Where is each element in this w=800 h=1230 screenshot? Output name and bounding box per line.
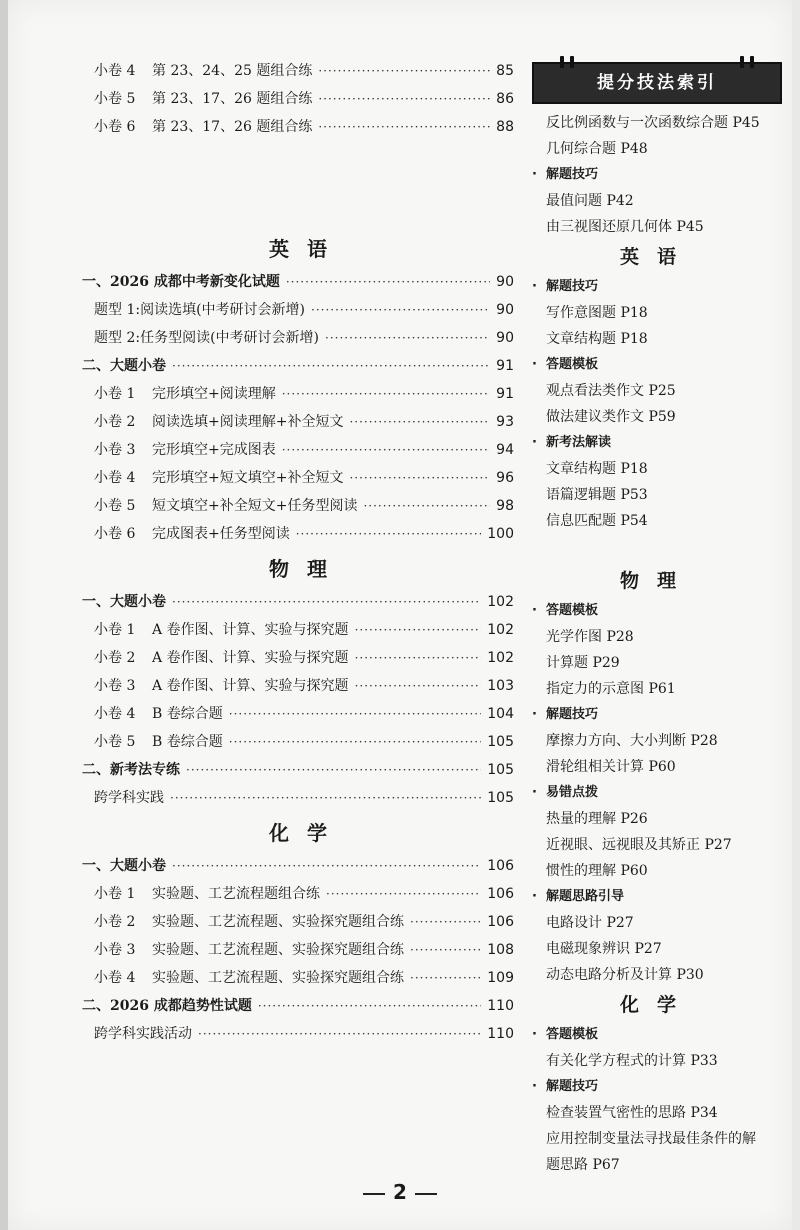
page-footer [8, 1180, 792, 1204]
index-item[interactable]: 由三视图还原几何体 P45 [546, 219, 704, 235]
index-category: · 答题模板 [532, 357, 599, 372]
toc-row[interactable]: 小卷 5 短文填空+补全短文+任务型阅读 ····· 98 [82, 492, 514, 520]
banner-pin [560, 56, 564, 68]
toc-row[interactable]: 题型 2:任务型阅读(中考研讨会新增) ····· 90 [82, 324, 514, 352]
bullet-dot: · [532, 167, 537, 182]
banner-pin [750, 56, 754, 68]
index-category: · 解题技巧 [532, 1079, 599, 1094]
index-item[interactable]: 近视眼、远视眼及其矫正 P27 [546, 837, 732, 853]
subject-heading-chemistry: 化学 [269, 821, 345, 845]
toc-row[interactable]: 小卷 1 完形填空+阅读理解 ····· 91 [82, 380, 514, 408]
index-item[interactable]: 动态电路分析及计算 P30 [546, 967, 704, 983]
technique-index-sidebar [532, 62, 782, 1178]
index-category: · 易错点拨 [532, 785, 599, 800]
index-item[interactable]: 做法建议类作文 P59 [546, 409, 676, 425]
toc-main-column [82, 57, 514, 1048]
page-number: 88 [496, 119, 514, 135]
toc-row[interactable]: 小卷 3 A 卷作图、计算、实验与探究题 ····· 103 [82, 672, 514, 700]
index-item[interactable]: 摩擦力方向、大小判断 P28 [546, 733, 718, 749]
index-item[interactable]: 电路设计 P27 [546, 915, 634, 931]
toc-row[interactable]: 跨学科实践活动 ····· 110 [82, 1020, 514, 1048]
index-item[interactable]: 光学作图 P28 [546, 629, 634, 645]
index-item[interactable]: 语篇逻辑题 P53 [546, 487, 648, 503]
index-category: · 解题技巧 [532, 162, 782, 188]
index-category: · 解题思路引导 [532, 889, 625, 904]
toc-row[interactable]: 小卷 3 实验题、工艺流程题、实验探究题组合练 ····· 108 [82, 936, 514, 964]
toc-row[interactable]: 小卷 3 完形填空+完成图表 ····· 94 [82, 436, 514, 464]
index-item[interactable]: 文章结构题 P18 [546, 461, 648, 477]
index-item[interactable]: 惯性的理解 P60 [546, 863, 648, 879]
index-item[interactable]: 指定力的示意图 P61 [546, 681, 676, 697]
index-item[interactable]: 热量的理解 P26 [546, 811, 648, 827]
index-subject-english: 英语 [619, 246, 694, 268]
toc-row[interactable]: 小卷 6 完成图表+任务型阅读 ····· 100 [82, 520, 514, 548]
toc-row[interactable]: 小卷 2 阅读选填+阅读理解+补全短文 ····· 93 [82, 408, 514, 436]
index-item[interactable]: 检查装置气密性的思路 P34 [546, 1105, 718, 1121]
toc-section-row[interactable]: 二、新考法专练 ····· 105 [82, 756, 514, 784]
index-item[interactable]: 信息匹配题 P54 [546, 513, 648, 529]
page-number: 85 [496, 63, 514, 79]
index-category: · 解题技巧 [532, 707, 599, 722]
footer-dash [415, 1193, 437, 1195]
toc-section-row[interactable]: 一、2026 成都中考新变化试题 ····· 90 [82, 268, 514, 296]
toc-section-row[interactable]: 一、大题小卷 ····· 106 [82, 852, 514, 880]
page-number: 2 [393, 1180, 407, 1204]
toc-section-row[interactable]: 一、大题小卷 ····· 102 [82, 588, 514, 616]
index-category: · 答题模板 [532, 603, 599, 618]
toc-row[interactable]: 跨学科实践 ····· 105 [82, 784, 514, 812]
banner-title: 提分技法索引 [597, 73, 717, 93]
index-item[interactable]: 写作意图题 P18 [546, 305, 648, 321]
technique-index-banner [532, 62, 782, 104]
toc-section-row[interactable]: 二、2026 成都趋势性试题 ····· 110 [82, 992, 514, 1020]
page-edge-shadow [0, 0, 8, 1230]
index-item[interactable]: 文章结构题 P18 [546, 331, 648, 347]
toc-row[interactable]: 小卷 6 第 23、17、26 题组合练 ····· 88 [82, 113, 514, 141]
index-item[interactable]: 最值问题 P42 [546, 193, 634, 209]
index-item[interactable]: 有关化学方程式的计算 P33 [546, 1053, 718, 1069]
index-subject-physics: 物理 [619, 570, 694, 592]
index-category: · 新考法解读 [532, 435, 612, 450]
toc-row[interactable]: 小卷 5 B 卷综合题 ····· 105 [82, 728, 514, 756]
index-subject-chemistry: 化学 [619, 994, 694, 1016]
index-category: · 答题模板 [532, 1027, 599, 1042]
toc-row[interactable]: 小卷 5 第 23、17、26 题组合练 ····· 86 [82, 85, 514, 113]
toc-row[interactable]: 小卷 2 A 卷作图、计算、实验与探究题 ····· 102 [82, 644, 514, 672]
toc-row[interactable]: 小卷 4 第 23、24、25 题组合练 ····· 85 [82, 57, 514, 85]
toc-section-row[interactable]: 二、大题小卷 ····· 91 [82, 352, 514, 380]
subject-heading-english: 英语 [269, 237, 345, 261]
toc-row[interactable]: 题型 1:阅读选填(中考研讨会新增) ····· 90 [82, 296, 514, 324]
index-category: · 解题技巧 [532, 279, 599, 294]
toc-row[interactable]: 小卷 1 实验题、工艺流程题组合练 ····· 106 [82, 880, 514, 908]
index-item[interactable]: 题思路 P67 [546, 1157, 620, 1173]
toc-row[interactable]: 小卷 4 B 卷综合题 ····· 104 [82, 700, 514, 728]
footer-dash [363, 1193, 385, 1195]
index-item[interactable]: 应用控制变量法寻找最佳条件的解 [546, 1131, 756, 1147]
subject-heading-physics: 物理 [269, 557, 345, 581]
index-item[interactable]: 计算题 P29 [546, 655, 620, 671]
banner-pin [570, 56, 574, 68]
toc-row[interactable]: 小卷 4 实验题、工艺流程题、实验探究题组合练 ····· 109 [82, 964, 514, 992]
page-number: 86 [496, 91, 514, 107]
banner-pin [740, 56, 744, 68]
index-item[interactable]: 观点看法类作文 P25 [546, 383, 676, 399]
index-item[interactable]: 反比例函数与一次函数综合题 P45 [546, 115, 760, 131]
index-item[interactable]: 几何综合题 P48 [546, 141, 648, 157]
toc-page [8, 0, 792, 1230]
index-item[interactable]: 电磁现象辨识 P27 [546, 941, 662, 957]
toc-row[interactable]: 小卷 4 完形填空+短文填空+补全短文 ····· 96 [82, 464, 514, 492]
toc-row[interactable]: 小卷 1 A 卷作图、计算、实验与探究题 ····· 102 [82, 616, 514, 644]
index-item[interactable]: 滑轮组相关计算 P60 [546, 759, 676, 775]
toc-row[interactable]: 小卷 2 实验题、工艺流程题、实验探究题组合练 ····· 106 [82, 908, 514, 936]
